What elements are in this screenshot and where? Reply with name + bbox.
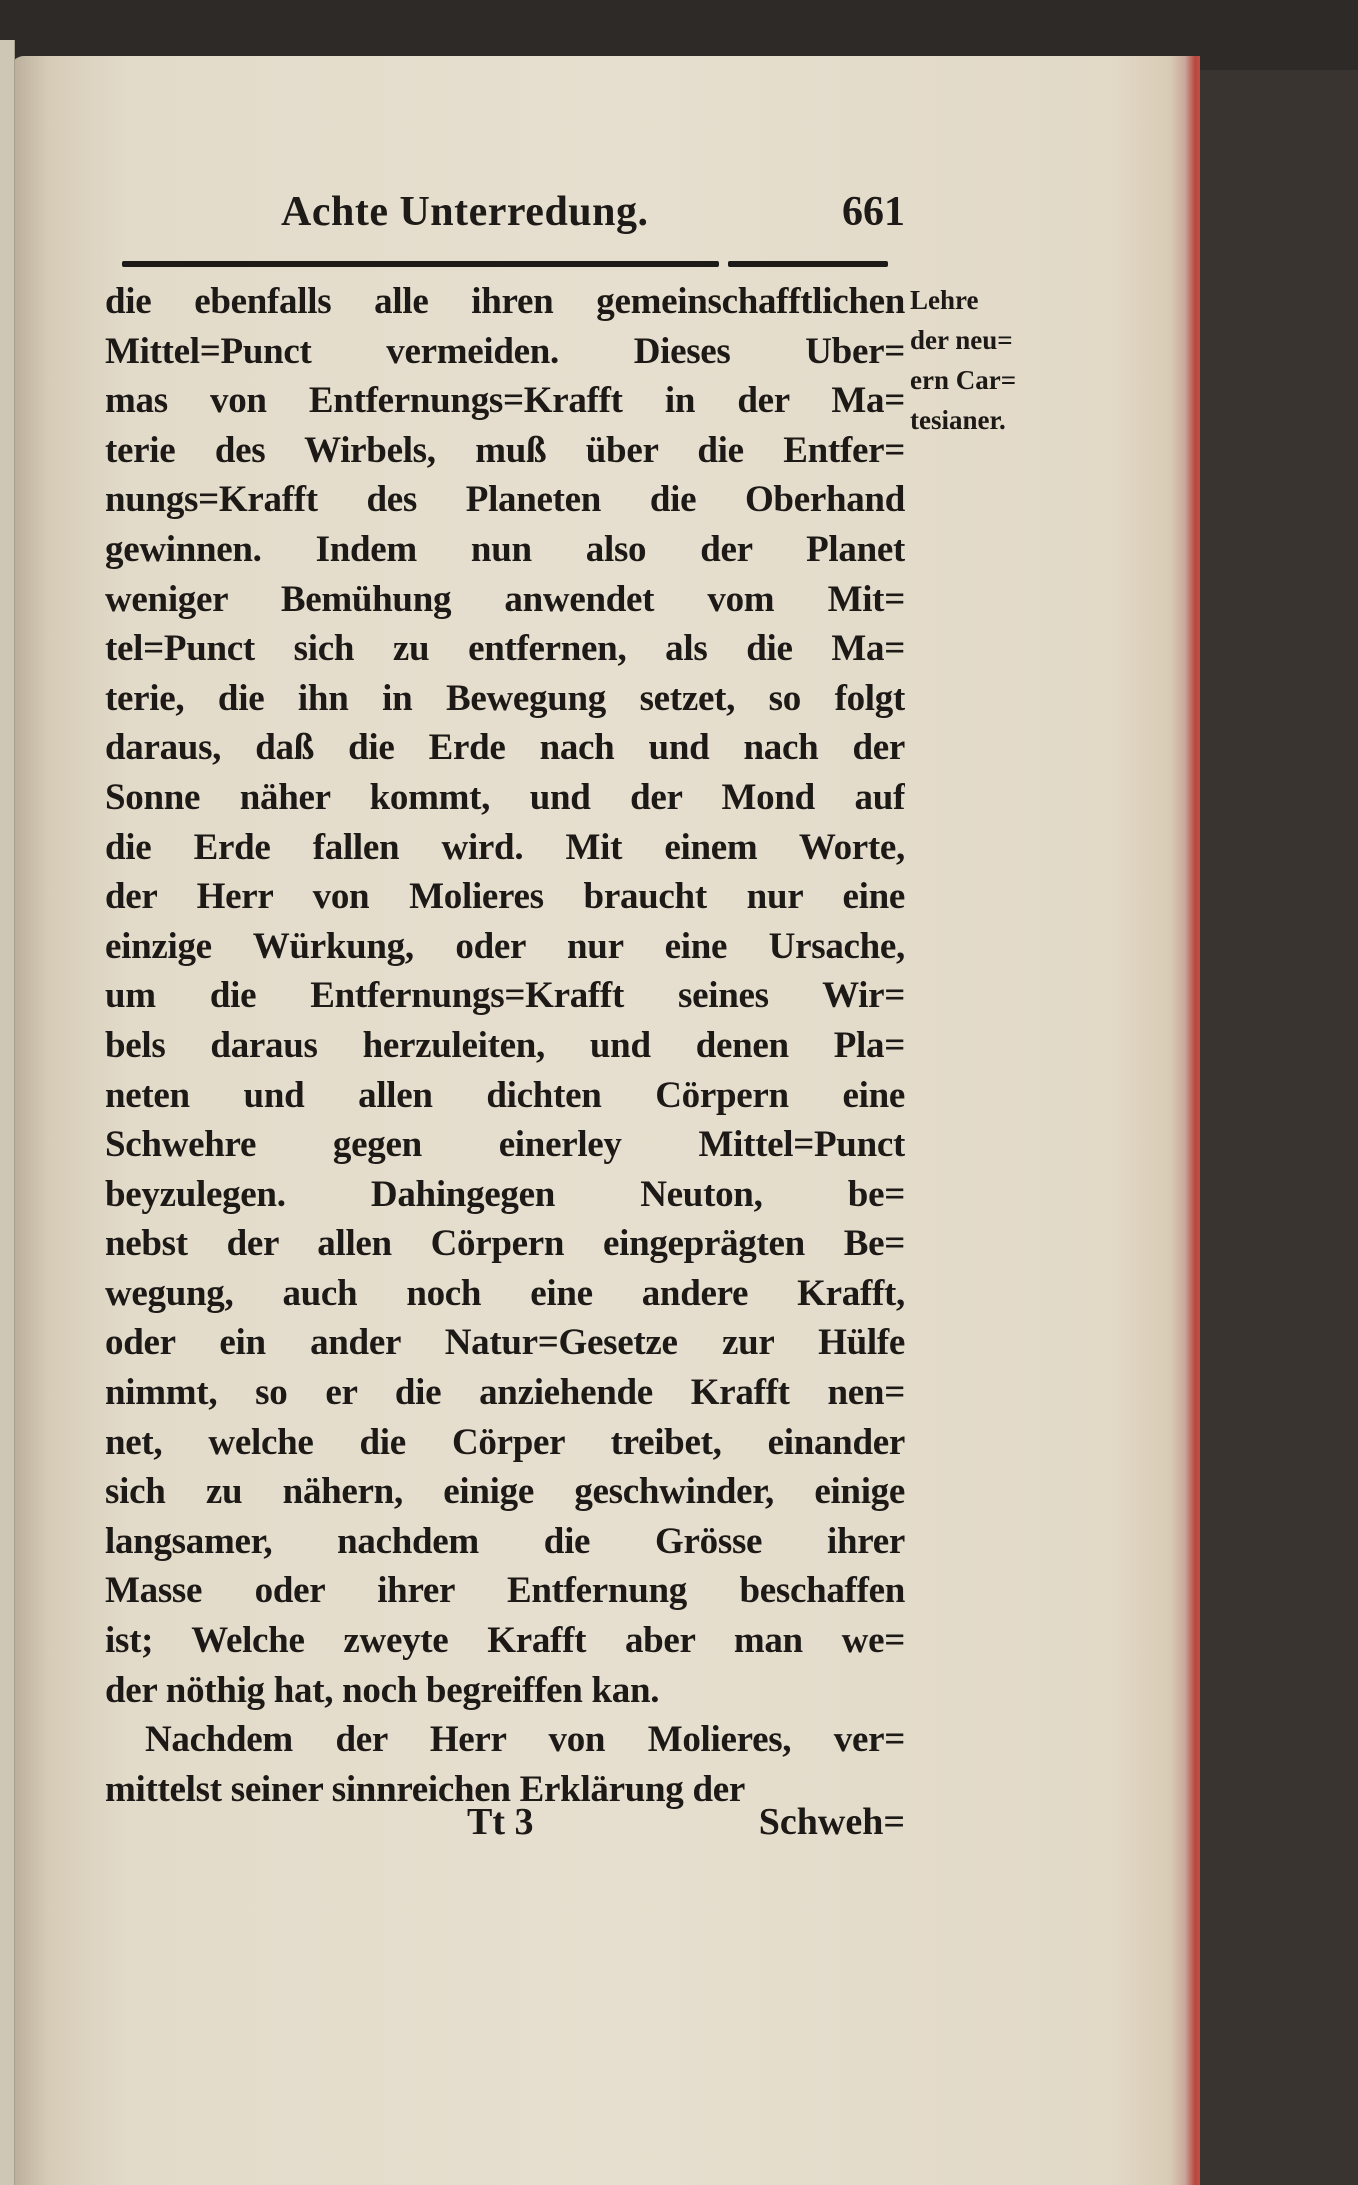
text-line: daraus, daß die Erde nach und nach der bbox=[105, 727, 905, 769]
text-line: Masse oder ihrer Entfernung beschaffen bbox=[105, 1570, 905, 1612]
text-line: tel=Punct sich zu entfernen, als die Ma= bbox=[105, 628, 905, 670]
text-line: weniger Bemühung anwendet vom Mit= bbox=[105, 578, 905, 620]
text-line: gewinnen. Indem nun also der Planet bbox=[105, 528, 905, 570]
page-edge bbox=[0, 40, 15, 2185]
signature-mark: Tt 3 bbox=[467, 1801, 534, 1843]
header-rule bbox=[122, 261, 719, 267]
text-line: Schwehre gegen einerley Mittel=Punct bbox=[105, 1124, 905, 1166]
text-line: terie des Wirbels, muß über die Entfer= bbox=[105, 429, 905, 471]
text-line: sich zu nähern, einige geschwinder, einige bbox=[105, 1471, 905, 1513]
text-line: nebst der allen Cörpern eingeprägten Be= bbox=[105, 1223, 905, 1265]
text-line: neten und allen dichten Cörpern eine bbox=[105, 1074, 905, 1116]
text-line: nimmt, so er die anziehende Krafft nen= bbox=[105, 1372, 905, 1414]
text-line: terie, die ihn in Bewegung setzet, so folgt bbox=[105, 677, 905, 719]
text-line: wegung, auch noch eine andere Krafft, bbox=[105, 1272, 905, 1314]
header-rule-short bbox=[728, 261, 888, 267]
text-line: net, welche die Cörper treibet, einander bbox=[105, 1421, 905, 1463]
margin-note-line: Lehre bbox=[910, 285, 979, 315]
text-line: der nöthig hat, noch begreiffen kan. bbox=[105, 1669, 660, 1711]
text-line: Sonne näher kommt, und der Mond auf bbox=[105, 776, 905, 818]
text-line: bels daraus herzuleiten, und denen Pla= bbox=[105, 1024, 905, 1066]
page-footer bbox=[105, 1800, 905, 1850]
text-line: mas von Entfernungs=Krafft in der Ma= bbox=[105, 380, 905, 422]
page-number: 661 bbox=[842, 189, 905, 235]
running-title: Achte Unterredung. bbox=[281, 189, 649, 235]
text-line: nungs=Krafft des Planeten die Oberhand bbox=[105, 479, 905, 521]
text-line: um die Entfernungs=Krafft seines Wir= bbox=[105, 975, 905, 1017]
text-line: oder ein ander Natur=Gesetze zur Hülfe bbox=[105, 1322, 905, 1364]
text-line: einzige Würkung, oder nur eine Ursache, bbox=[105, 925, 905, 967]
text-line: der Herr von Molieres braucht nur eine bbox=[105, 876, 905, 918]
text-line: ist; Welche zweyte Krafft aber man we= bbox=[105, 1620, 905, 1662]
text-line: die ebenfalls alle ihren gemeinschafftlichen bbox=[105, 281, 905, 322]
text-line: beyzulegen. Dahingegen Neuton, be= bbox=[105, 1173, 905, 1215]
text-line: langsamer, nachdem die Grösse ihrer bbox=[105, 1520, 905, 1562]
catchword: Schweh= bbox=[758, 1801, 905, 1843]
text-line: die Erde fallen wird. Mit einem Worte, bbox=[105, 826, 905, 868]
margin-note bbox=[910, 280, 1070, 440]
text-line: Mittel=Punct vermeiden. Dieses Uber= bbox=[105, 330, 905, 372]
page-header bbox=[105, 188, 905, 244]
margin-note-line: der neu= bbox=[910, 325, 1013, 355]
text-line: mittelst seiner sinnreichen Erklärung der bbox=[105, 1768, 745, 1810]
margin-note-line: ern Car= bbox=[910, 365, 1017, 395]
margin-note-line: tesianer. bbox=[910, 405, 1006, 435]
body-text bbox=[105, 277, 905, 1814]
text-line: Nachdem der Herr von Molieres, ver= bbox=[145, 1719, 905, 1761]
